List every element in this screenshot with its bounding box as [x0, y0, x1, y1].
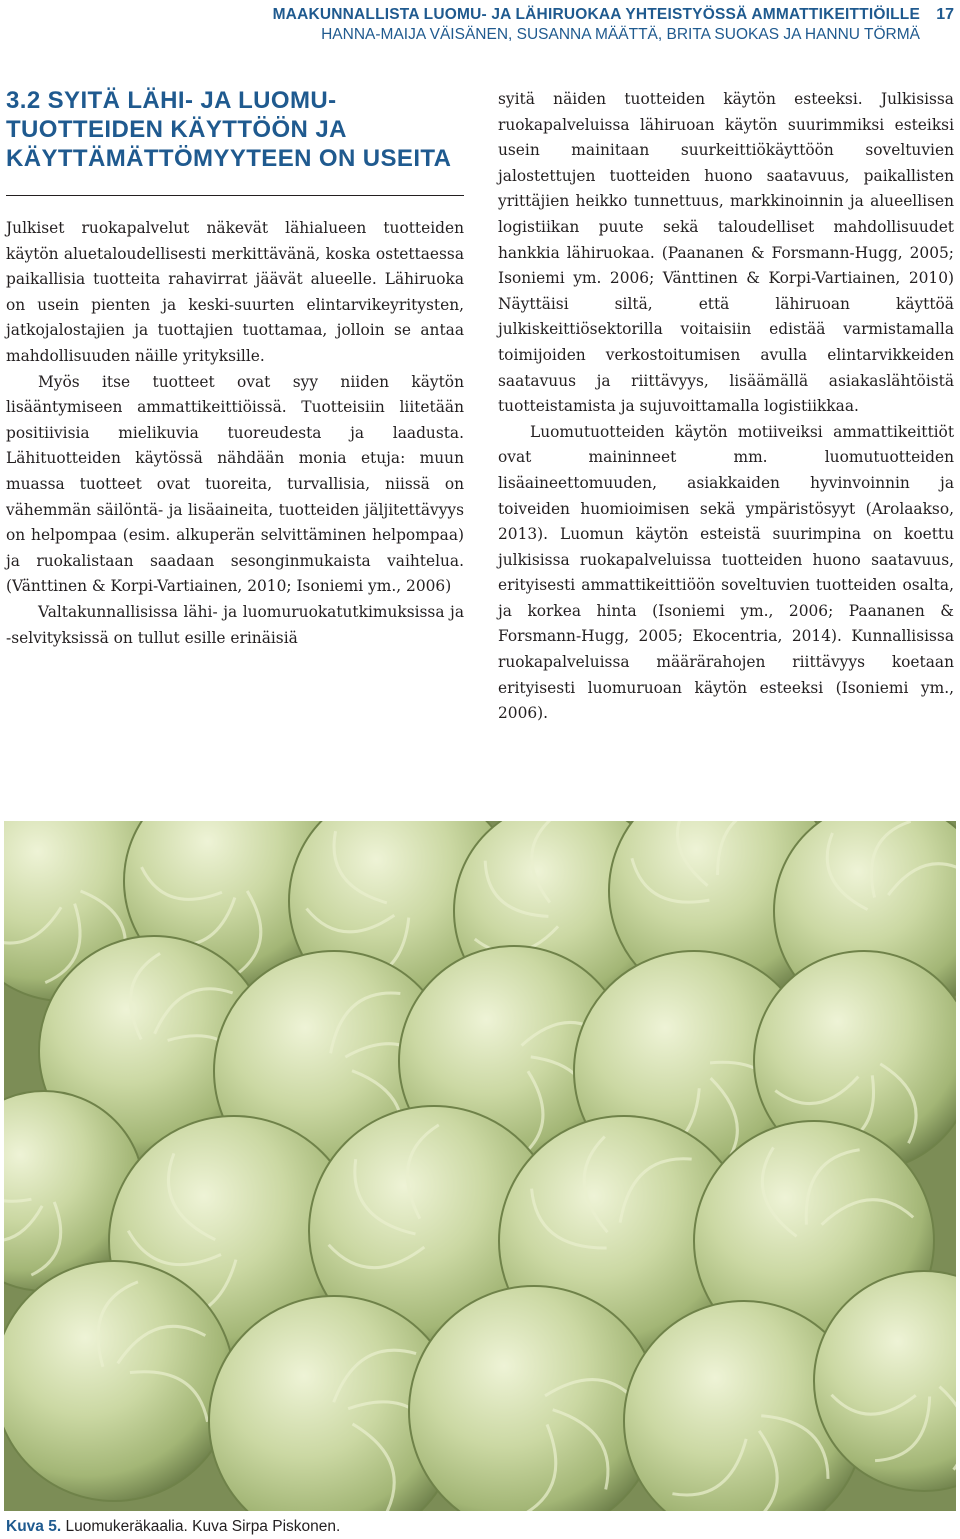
body-paragraph: Valtakunnallisissa lähi- ja luomuruokatutkimuksissa ja -selvityksissä on tullut esille erinäisiä [6, 602, 464, 647]
section-divider [6, 195, 464, 196]
body-paragraph: Luomutuotteiden käytön motiiveiksi ammattikeittiöt ovat maininneet mm. luomutuotteiden lisäaineettomuuden, asiakkaiden hyvinvoinnin ja toiveiden huomioimisen sekä ympäristösyyt (Arolaakso, 2013). Luomun käytön esteistä suurimpina on koettu julkisissa ruokapalveluissa tuotteiden huono saatavuus, erityisesti ammattikeittiöön soveltuvien tuotteiden osalta, ja korkea hinta (Isoniemi ym., 2006; Paananen & Forsmann-Hugg, 2005; Ekocentria, 2014). Kunnallisissa ruokapalveluissa määrärahojen riittävyys koetaan erityisesti luomuruoan käytön esteeksi (Isoniemi ym., 2006). [498, 422, 954, 723]
figure-caption-text: Luomukeräkaalia. Kuva Sirpa Piskonen. [65, 1518, 341, 1535]
body-paragraph: Julkiset ruokapalvelut näkevät lähialueen tuotteiden käytön aluetaloudellisesti merkittävänä, koska ostettaessa paikallisia tuotteita rahavirrat jäävät alueelle. Lähiruoka on usein pienten ja keski-suurten elintarvikeyritysten, jatkojalostajien ja tuottajien tuottamaa, jolloin se antaa mahdollisuuden näille yrityksille. [6, 219, 464, 365]
cabbage-head [4, 1261, 234, 1501]
figure-label: Kuva 5. [6, 1518, 62, 1535]
figure-caption [6, 1518, 340, 1536]
body-paragraph: Myös itse tuotteet ovat syy niiden käytön lisääntymiseen ammattikeittiöissä. Tuotteisiin liitetään positiivisia mielikuvia tuoreudesta ja laadusta. Lähituotteiden käytössä nähdään monia etuja: muun muassa tuotteet ovat tuoreita, turvallisia, niissä on vähemmän säilöntä- ja lisäaineita, tuotteiden jäljitettävyys on helpompaa (esim. alkuperän selvittäminen helpompaa) ja ruokalistaan saadaan sesonginmukaista vaihtelua. (Vänttinen & Korpi-Vartiainen, 2010; Isoniemi ym., 2006) [6, 372, 464, 596]
section-title: 3.2 SYITÄ LÄHI- JA LUOMU-TUOTTEIDEN KÄYTTÖÖN JA KÄYTTÄMÄTTÖMYYTEEN ON USEITA [6, 87, 452, 172]
left-column [6, 86, 464, 651]
running-header-title: MAAKUNNALLISTA LUOMU- JA LÄHIRUOKAA YHTEISTYÖSSÄ AMMATTIKEITTIÖILLE [272, 6, 920, 23]
cabbage-photo [4, 821, 956, 1511]
cabbage-illustration [4, 821, 956, 1511]
page-number: 17 [936, 6, 954, 23]
running-header-authors: HANNA-MAIJA VÄISÄNEN, SUSANNA MÄÄTTÄ, BRITA SUOKAS JA HANNU TÖRMÄ [321, 26, 920, 43]
running-header [273, 6, 920, 44]
right-column [498, 87, 954, 727]
body-paragraph: syitä näiden tuotteiden käytön esteeksi. Julkisissa ruokapalveluissa lähiruoan käytön suurimmiksi esteiksi usein mainitaan suurkeittiökäyttöön soveltuvien jalostettujen tuotteiden huono saatavuus, paikallisten yrittäjien heikko tunnettuus, markkinoinnin ja alueellisen logistiikan puute sekä taloudelliset mahdollisuudet hankkia lähiruokaa. (Paananen & Forsmann-Hugg, 2005; Isoniemi ym. 2006; Vänttinen & Korpi-Vartiainen, 2010) Näyttäisi siltä, että lähiruoan käyttöä julkiskeittiösektorilla voitaisiin edistää varmistamalla toimijoiden verkostoitumisen avulla elintarvikkeiden saatavuus ja riittävyys, lisäämällä asiakaslähtöistä tuotteistamista ja sujuvoittamalla logistiikkaa. [498, 90, 954, 416]
